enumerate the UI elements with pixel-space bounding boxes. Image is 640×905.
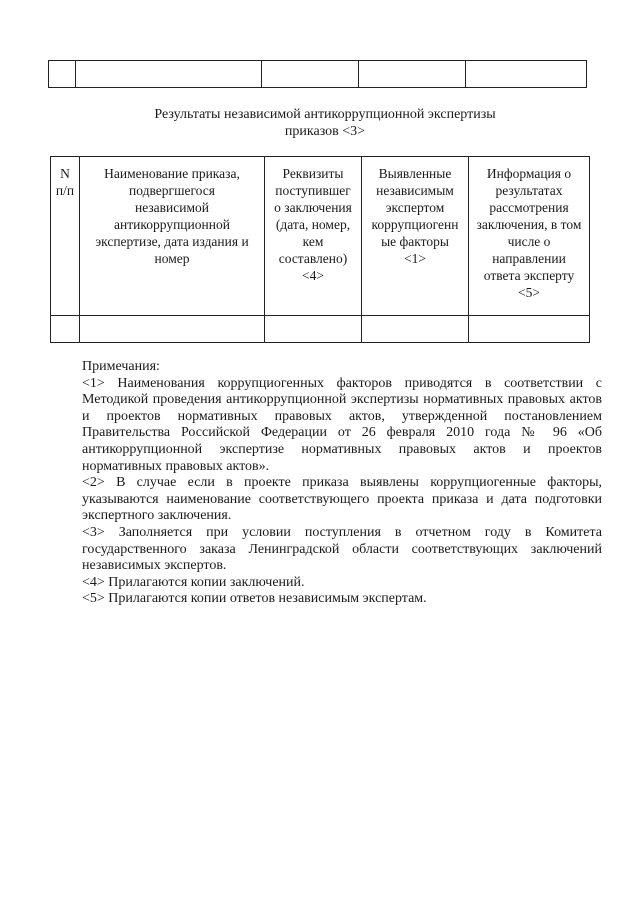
note-item: <2> В случае если в проекте приказа выявлены коррупциогенные факторы, указываются наименование соответствующего проекта приказа и дата подготовки экспертного заключения.	[82, 475, 602, 524]
notes-heading: Примечания:	[82, 359, 160, 374]
section-title-line-2: приказов <3>	[284, 124, 366, 139]
header-cell-corruption-factors: Выявленные независимым экспертом коррупциогенн ые факторы <1>	[362, 157, 469, 316]
note-item: <3> Заполняется при условии поступления в отчетном году в Комитета государственного заказа Ленинградской области соответствующих заключений независимых экспертов.	[82, 524, 602, 574]
section-title-line-1: Результаты независимой антикоррупционной экспертизы	[154, 107, 496, 122]
table-header-row	[51, 157, 590, 316]
top-table	[48, 60, 587, 88]
note-item: <1> Наименования коррупциогенных факторов приводятся в соответствии с Методикой проведения антикоррупционной экспертизы нормативных правовых актов и проектов нормативных правовых актов, утвержденной постановлением Правительства Российской Федерации от 26 февраля 2010 года № 96 «Об антикоррупционной экспертизе нормативных правовых актов и проектов нормативных правовых актов».	[82, 375, 602, 474]
table-cell	[80, 316, 265, 343]
table-cell	[469, 316, 590, 343]
note-item: <5> Прилагаются копии ответов независимым экспертам.	[82, 591, 427, 607]
table-cell	[76, 61, 262, 88]
header-cell-review-info: Информация о результатах рассмотрения заключения, в том числе о направлении ответа эксперту <5>	[469, 157, 590, 316]
table-cell	[49, 61, 76, 88]
table-cell	[265, 316, 362, 343]
header-cell-conclusion-details: Реквизиты поступившег о заключения (дата, номер, кем составлено) <4>	[265, 157, 362, 316]
section-title	[120, 106, 530, 140]
table-row	[51, 316, 590, 343]
table-cell	[466, 61, 587, 88]
table-row	[49, 61, 587, 88]
header-cell-number: N п/п	[51, 157, 80, 316]
notes-section	[82, 359, 602, 608]
table-cell	[359, 61, 466, 88]
table-cell	[362, 316, 469, 343]
header-cell-order-name: Наименование приказа, подвергшегося независимой антикоррупционной экспертизе, дата издания и номер	[80, 157, 265, 316]
note-item: <4> Прилагаются копии заключений.	[82, 574, 305, 590]
table-cell	[262, 61, 359, 88]
results-table	[50, 156, 590, 343]
table-cell	[51, 316, 80, 343]
